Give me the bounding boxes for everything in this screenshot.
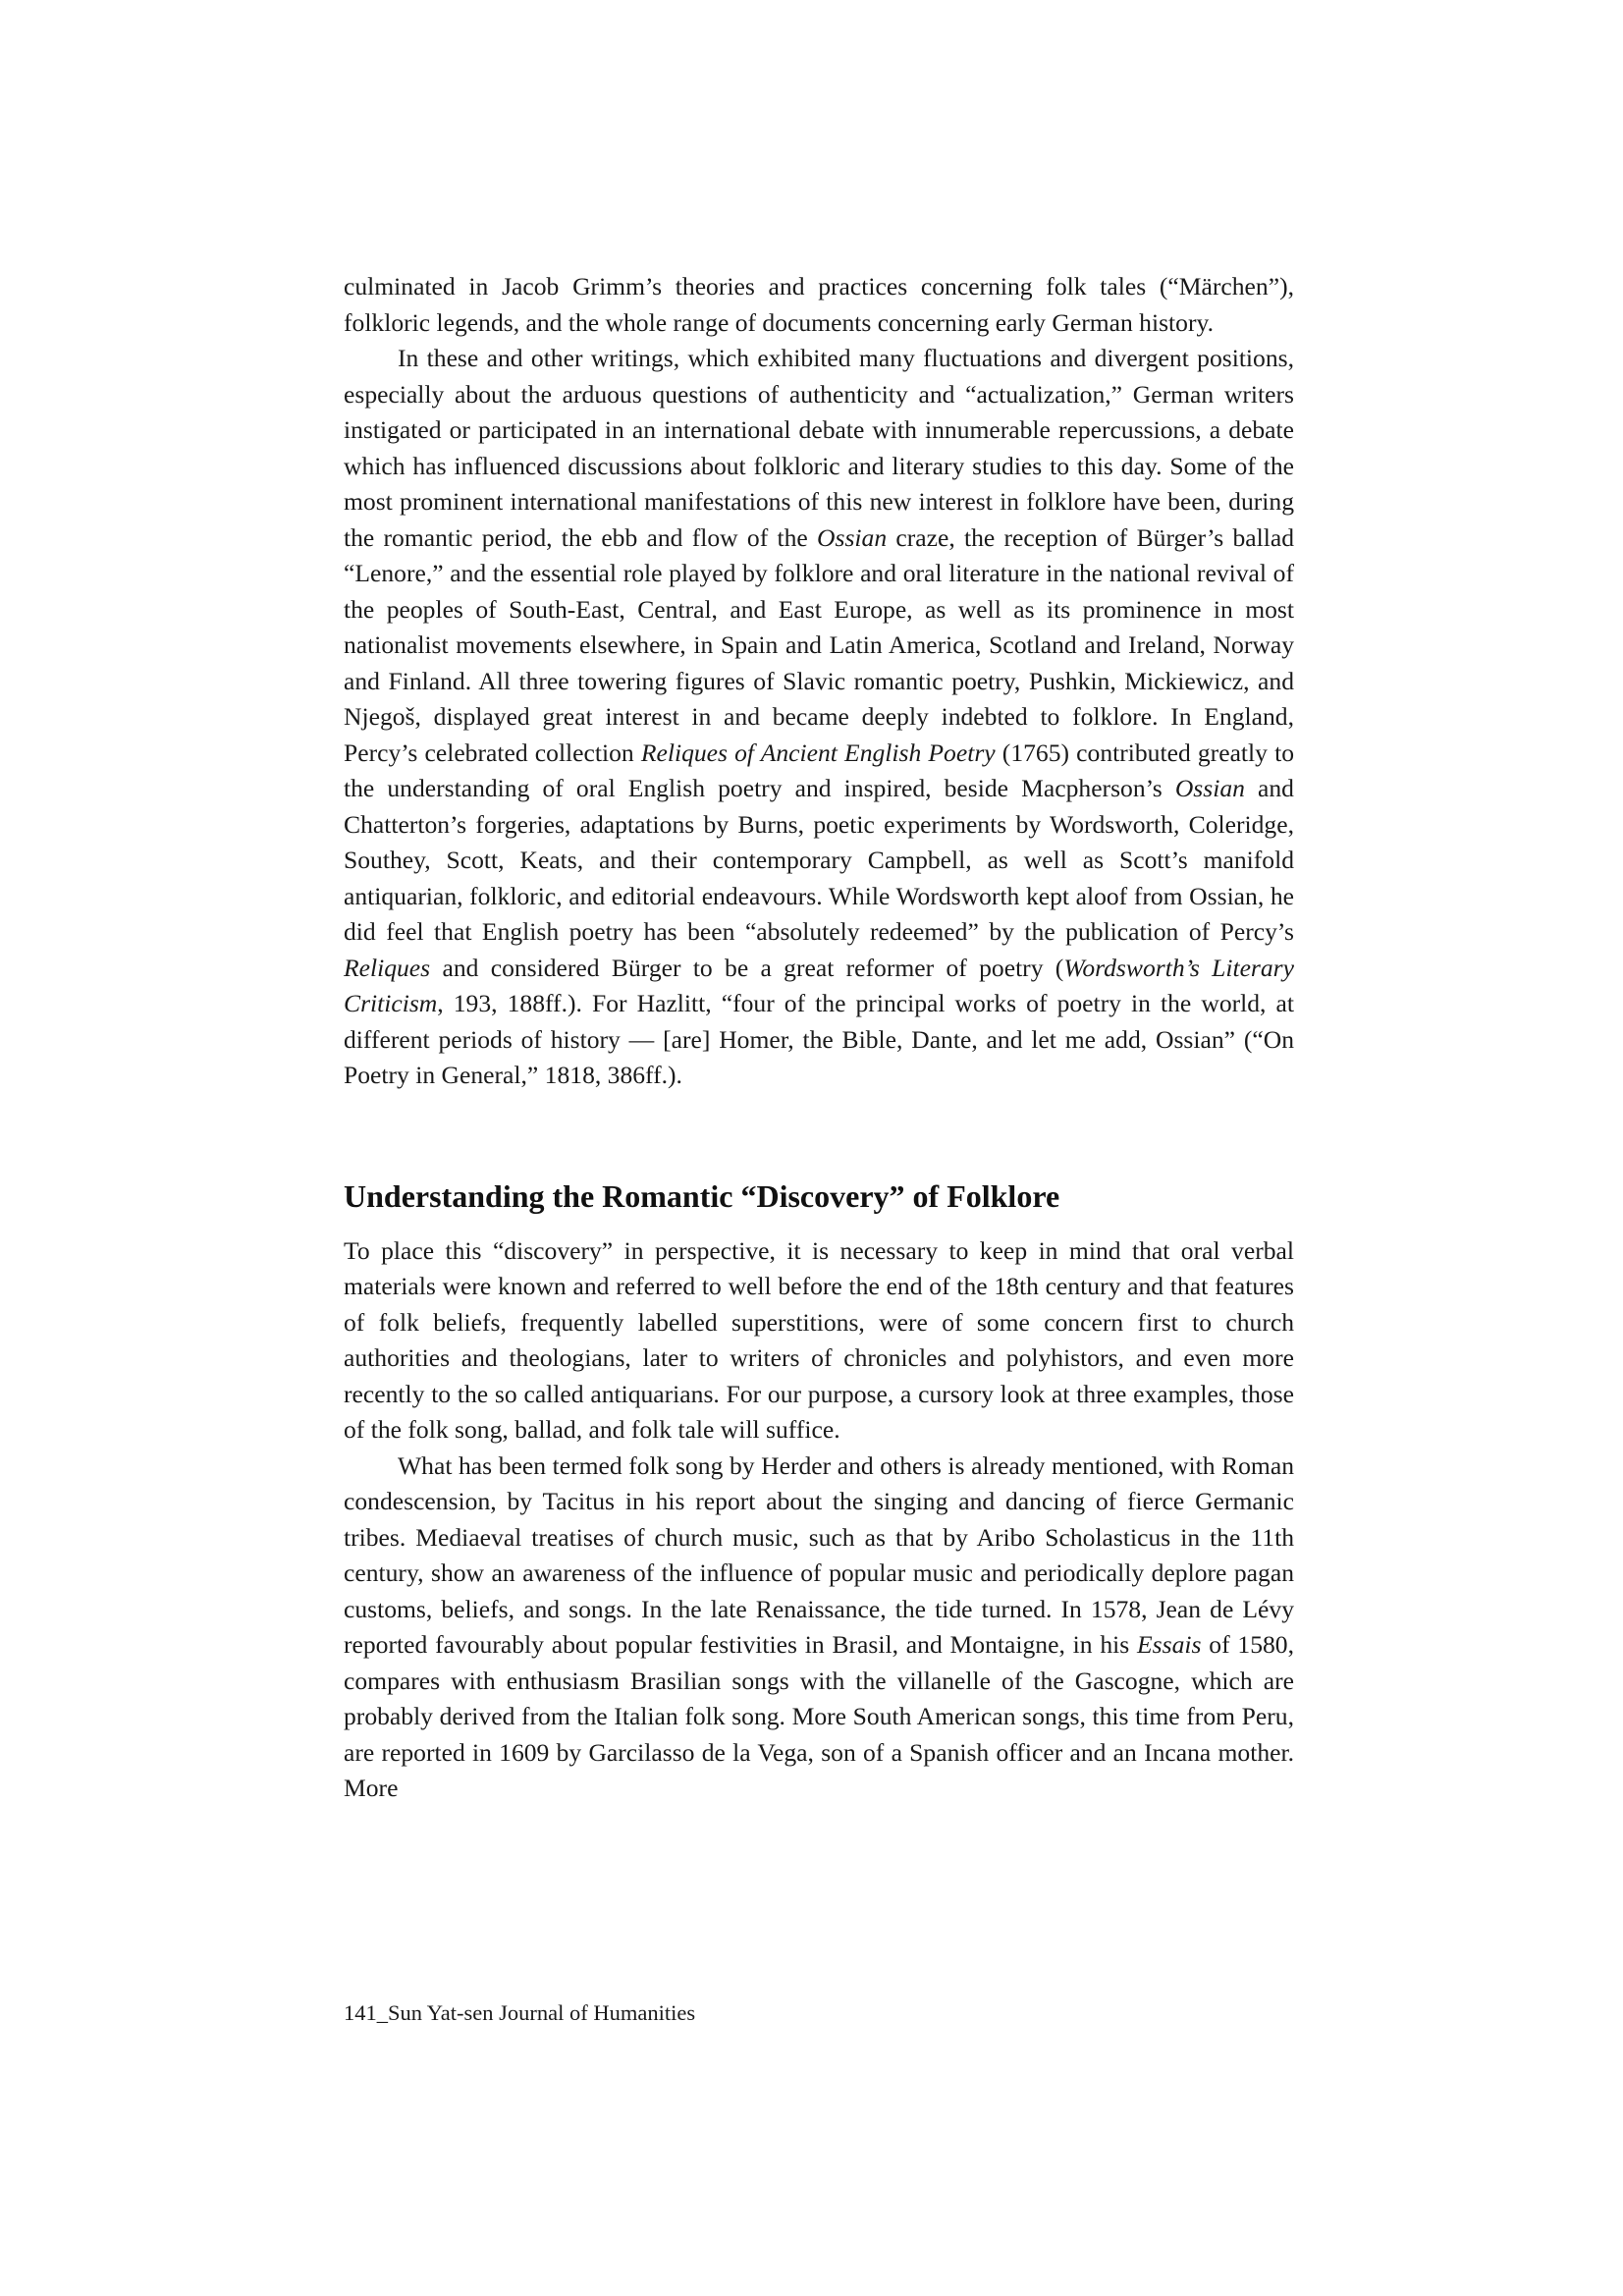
italic-title: Essais: [1137, 1630, 1202, 1659]
text-run: In these and other writings, which exhibited many fluctuations and divergent positions, especially about the arduous questions of authenticity and “actualization,” German writers instigated or participated in an international debate with innumerable repercussions, a debate which has influenced discussions about folkloric and literary studies to this day. Some of the most prominent international manifestations of this new interest in folklore have been, during the romantic period, the ebb and flow of the: [344, 344, 1294, 552]
italic-title: Reliques: [344, 953, 431, 982]
page-body: [344, 269, 1294, 1807]
section-heading: Understanding the Romantic “Discovery” of Folklore: [344, 1177, 1060, 1214]
text-run: and considered Bürger to be a great reformer of poetry (: [430, 953, 1064, 982]
paragraph-folk-song-history: [344, 1449, 1294, 1807]
italic-title: Reliques of Ancient English Poetry: [640, 738, 996, 767]
text-run: and Chatterton’s forgeries, adaptations by Burns, poetic experiments by Wordsworth, Coleridge, Southey, Scott, Keats, and their contemporary Campbell, as well as Scott’s manifold antiquarian, folkloric, and editorial endeavours. While Wordsworth kept aloof from Ossian, he did feel that English poetry has been “absolutely redeemed” by the publication of Percy’s: [344, 774, 1294, 946]
italic-title: Ossian: [1174, 774, 1245, 802]
paragraph-romantic-debate: [344, 341, 1294, 1094]
italic-title: Wordsworth’s Literary Criticism: [344, 953, 1295, 1017]
italic-title: Ossian: [817, 522, 888, 552]
paragraph-discovery-perspective: To place this “discovery” in perspective, it is necessary to keep in mind that oral verbal materials were known and referred to well before the end of the 18th century and that features of folk beliefs, frequently labelled superstitions, were of some concern first to church authorities and theologians, later to writers of chronicles and polyhistors, and even more recently to the so called antiquarians. For our purpose, a cursory look at three examples, those of the folk song, ballad, and folk tale will suffice.: [344, 1235, 1294, 1444]
text-run: (1765) contributed greatly to the understanding of oral English poetry and inspired, beside Macpherson’s: [344, 738, 1295, 802]
text-run: craze, the reception of Bürger’s ballad “Lenore,” and the essential role played by folklore and oral literature in the national revival of the peoples of South-East, Central, and East Europe, as well as its prominence in most nationalist movements elsewhere, in Spain and Latin America, Scotland and Ireland, Norway and Finland. All three towering figures of Slavic romantic poetry, Pushkin, Mickiewicz, and Njegoš, displayed great interest in and became deeply indebted to folklore. In England, Percy’s celebrated collection: [344, 522, 1294, 767]
text-run: of 1580, compares with enthusiasm Brasilian songs with the villanelle of the Gascogne, which are probably derived from the Italian folk song. More South American songs, this time from Peru, are reported in 1609 by Garcilasso de la Vega, son of a Spanish officer and an Incana mother. More: [344, 1630, 1294, 1802]
page-footer: 141_Sun Yat-sen Journal of Humanities: [344, 2000, 696, 2025]
text-run: What has been termed folk song by Herder and others is already mentioned, with Roman condescension, by Tacitus in his report about the singing and dancing of fierce Germanic tribes. Mediaeval treatises of church music, such as that by Aribo Scholasticus in the 11th century, show an awareness of the influence of popular music and periodically deplore pagan customs, beliefs, and songs. In the late Renaissance, the tide turned. In 1578, Jean de Lévy reported favourably about popular festivities in Brasil, and Montaigne, in his: [344, 1450, 1294, 1659]
text-run: , 193, 188ff.). For Hazlitt, “four of the principal works of poetry in the world, at different periods of history — [are] Homer, the Bible, Dante, and let me add, Ossian” (“On Poetry in General,” 1818, 386ff.).: [344, 989, 1294, 1089]
paragraph-continuation: culminated in Jacob Grimm’s theories and practices concerning folk tales (“Märchen”), folkloric legends, and the whole range of documents concerning early German history.: [344, 272, 1294, 337]
